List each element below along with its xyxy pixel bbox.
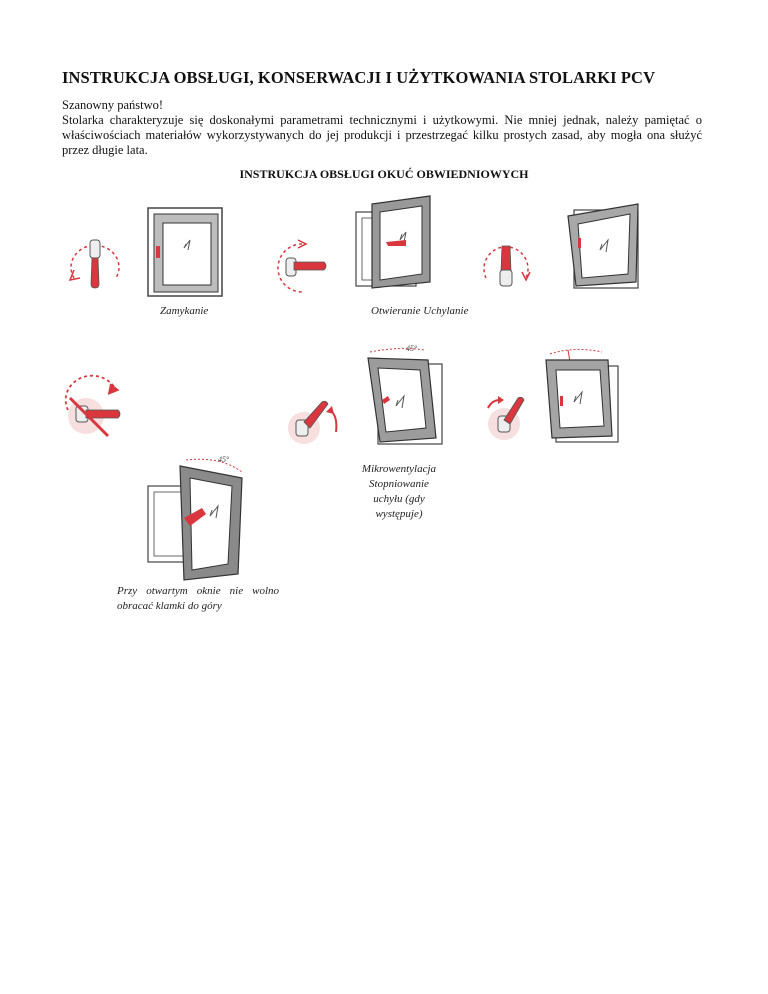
section-subtitle: INSTRUKCJA OBSŁUGI OKUĆ OBWIEDNIOWYCH bbox=[239, 167, 529, 181]
window-step-tilt-icon bbox=[538, 346, 622, 446]
caption-warning-line-1: Przy otwartym oknie nie wolno bbox=[117, 585, 279, 597]
window-microvent-icon bbox=[362, 342, 444, 446]
caption-opening: Otwieranie Uchylanie bbox=[371, 305, 469, 317]
window-swing-open-icon bbox=[140, 452, 252, 582]
window-tilted-icon bbox=[566, 196, 642, 290]
greeting: Szanowny państwo! bbox=[62, 98, 164, 112]
window-closed-icon bbox=[146, 206, 224, 298]
caption-warning-line-2: obracać klamki do góry bbox=[117, 600, 222, 612]
intro-paragraph: Stolarka charakteryzuje się doskonałymi parametrami technicznymi i użytkowymi. Nie mniej jednak, należy pamiętać o właściwościach materiałów wykorzystywanych do jej produkcji i przestrzegać kilku prostych zasad, aby mogła ona służyć przez długie lata. bbox=[62, 113, 702, 157]
handle-tilt-up-icon bbox=[286, 392, 346, 442]
caption-microvent-line-4: występuje) bbox=[375, 508, 423, 520]
handle-step-icon bbox=[484, 390, 534, 440]
handle-closed-icon bbox=[60, 232, 130, 292]
swing-angle-label: 45° bbox=[218, 455, 230, 464]
caption-microvent-line-2: Stopniowanie bbox=[369, 478, 429, 490]
handle-forbidden-icon bbox=[60, 380, 140, 436]
caption-microvent bbox=[345, 462, 453, 522]
handle-up-icon bbox=[478, 238, 534, 294]
caption-warning bbox=[117, 584, 279, 614]
caption-microvent-line-1: Mikrowentylacja bbox=[361, 463, 437, 475]
tilt-angle-label: 45° bbox=[406, 344, 418, 353]
caption-closing: Zamykanie bbox=[160, 305, 209, 317]
window-open-icon bbox=[342, 194, 434, 290]
caption-microvent-line-3: uchyłu (gdy bbox=[373, 493, 425, 505]
handle-horizontal-icon bbox=[272, 240, 334, 296]
document-title: INSTRUKCJA OBSŁUGI, KONSERWACJI I UŻYTKOWANIA STOLARKI PCV bbox=[62, 68, 656, 87]
